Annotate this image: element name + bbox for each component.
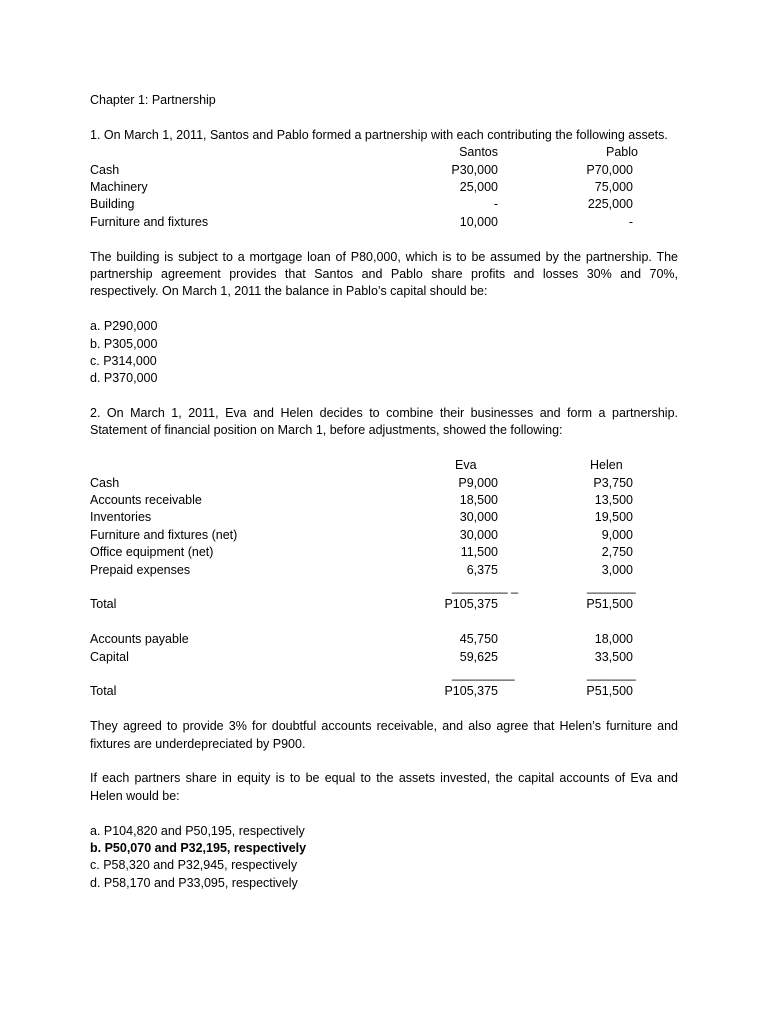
q2-asset-helen: 19,500 [594,510,633,525]
q1-option-d: d. P370,000 [90,371,158,386]
q2-liability-row [90,649,678,666]
q1-header-santos: Santos [459,145,498,160]
q2-liability-label: Accounts payable [90,632,189,647]
q2-option-a: a. P104,820 and P50,195, respectively [90,823,305,838]
q2-asset-row [90,527,678,544]
q1-row [90,162,678,179]
q2-asset-row [90,475,678,492]
q1-row-label: Building [90,197,135,212]
q1-row [90,196,678,213]
q2-asset-helen: P3,750 [593,475,633,490]
q2-total-label: Total [90,684,117,699]
q2-rule-row [90,666,678,683]
q2-total-row [90,596,678,613]
q1-row-santos: 25,000 [459,179,498,194]
q1-row-label: Furniture and fixtures [90,214,209,229]
q2-asset-row [90,544,678,561]
q2-header-row [90,457,678,474]
q2-liability-eva: 59,625 [459,649,498,664]
q2-stem: 2. On March 1, 2011, Eva and Helen decides to combine their businesses and form a partnership. Statement of financial position on March 1, before adjustments, showed the following: [90,406,678,438]
q1-row-label: Machinery [90,179,148,194]
q1-option-b: b. P305,000 [90,336,158,351]
q2-asset-helen: 13,500 [594,493,633,508]
chapter-title: Chapter 1: Partnership [90,93,216,107]
q1-row-santos: P30,000 [451,162,498,177]
q2-option-c: c. P58,320 and P32,945, respectively [90,858,298,873]
q1-row-pablo: 225,000 [587,197,633,212]
q1-option-a: a. P290,000 [90,319,158,334]
q1-stem: 1. On March 1, 2011, Santos and Pablo formed a partnership with each contributing the following assets. [90,127,668,142]
q2-asset-label: Inventories [90,510,152,525]
q2-liability-eva: 45,750 [459,632,498,647]
q1-row [90,179,678,196]
q2-header-helen: Helen [590,458,623,473]
q2-asset-eva: 6,375 [466,562,498,577]
q1-row-santos: 10,000 [459,214,498,229]
q2-rule-eva: ________ _ [452,580,519,595]
q2-asset-label: Prepaid expenses [90,562,191,577]
q2-rule-helen: _______ [587,580,636,595]
q2-rule-eva: _________ [452,666,515,681]
q1-row [90,214,678,231]
q2-liability-label: Capital [90,649,129,664]
document-page [90,92,678,892]
q2-asset-eva: 18,500 [459,493,498,508]
q2-asset-helen: 2,750 [601,545,633,560]
q2-paragraph-1: They agreed to provide 3% for doubtful accounts receivable, and also agree that Helen’s furniture and fixtures are underdepreciated by P900. [90,719,678,751]
q1-row-label: Cash [90,162,120,177]
q2-asset-eva: 30,000 [459,510,498,525]
q2-paragraph-2: If each partners share in equity is to be equal to the assets invested, the capital accounts of Eva and Helen would be: [90,771,678,803]
q1-header-row [90,144,678,161]
q2-asset-row [90,562,678,579]
q2-liability-row [90,631,678,648]
q2-asset-row [90,492,678,509]
q1-row-santos: - [493,197,498,212]
q2-total-helen: P51,500 [586,684,633,699]
q2-total-eva: P105,375 [444,684,498,699]
q1-row-pablo: P70,000 [586,162,633,177]
q1-option-c: c. P314,000 [90,353,157,368]
q2-asset-eva: 30,000 [459,527,498,542]
q2-option-d: d. P58,170 and P33,095, respectively [90,875,298,890]
q1-row-pablo: - [628,214,633,229]
q2-liability-helen: 33,500 [594,649,633,664]
q2-asset-helen: 3,000 [601,562,633,577]
q2-asset-eva: 11,500 [460,545,498,560]
q1-header-pablo: Pablo [606,145,638,160]
q1-row-pablo: 75,000 [594,179,633,194]
q2-rule-helen: _______ [587,666,636,681]
q2-total-label: Total [90,597,117,612]
q2-asset-label: Office equipment (net) [90,545,214,560]
q2-total-helen: P51,500 [586,597,633,612]
q2-rule-row [90,579,678,596]
q2-total-eva: P105,375 [444,597,498,612]
q2-asset-label: Cash [90,475,120,490]
q2-asset-label: Furniture and fixtures (net) [90,527,238,542]
q2-asset-eva: P9,000 [458,475,498,490]
q2-liability-helen: 18,000 [594,632,633,647]
q2-total-row [90,683,678,700]
q2-asset-row [90,509,678,526]
q1-paragraph: The building is subject to a mortgage loan of P80,000, which is to be assumed by the partnership. The partnership agreement provides that Santos and Pablo share profits and losses 30% and 70%, respectively. On March 1, 2011 the balance in Pablo’s capital should be: [90,249,678,299]
q2-asset-helen: 9,000 [601,527,633,542]
q2-header-eva: Eva [455,458,477,473]
q2-asset-label: Accounts receivable [90,493,202,508]
q2-option-b: b. P50,070 and P32,195, respectively [90,840,307,855]
